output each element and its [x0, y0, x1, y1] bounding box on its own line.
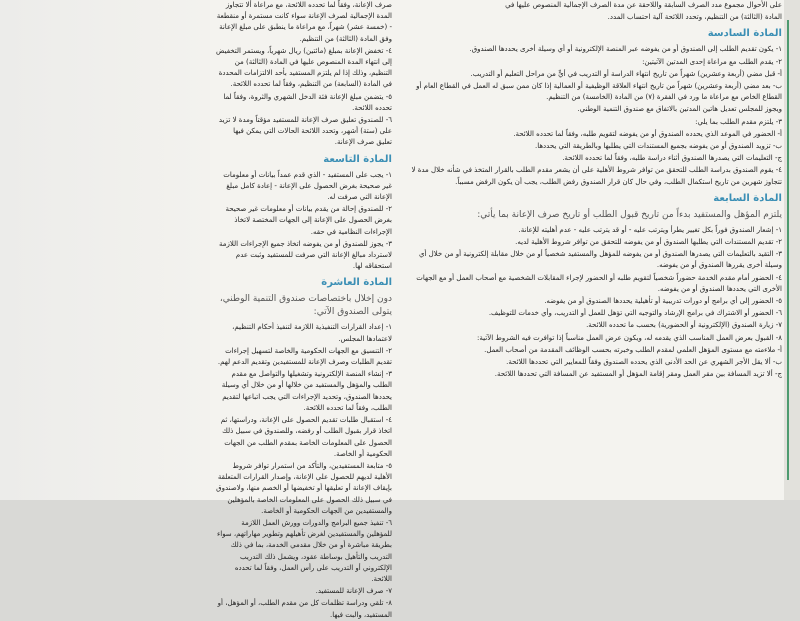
clause-text: ٨- تلقي ودراسة تظلمات كل من مقدم الطلب، أو المؤهل، أو المستفيد، والبت فيها. [217, 599, 392, 619]
article-ten-body [216, 322, 392, 620]
clause-text: ٢- للصندوق إحالة من يقدم بيانات أو معلومات غير صحيحة بغرض الحصول على الإعانة إلى الجهات المختصة لاتخاذ الإجراءات النظامية في حقه. [225, 205, 392, 236]
clause-text: ٥- الحضور إلى أي برامج أو دورات تدريبية أو تأهيلية يحددها الصندوق أو من يفوضه. [544, 297, 782, 306]
article-ten-heading: المادة العاشرة [321, 277, 392, 289]
article-seven-lead: يلتزم المؤهل والمستفيد بدءاً من تاريخ قبول الطلب أو تاريخ صرف الإعانة بما يأتي: [477, 209, 782, 220]
clause-text: ٢- يقدم الطلب مع مراعاة إحدى المدتين الآتيتين: [642, 57, 782, 66]
clause-text: ٦- للصندوق تعليق صرف الإعانة للمستفيد مؤقتاً ومدة لا تزيد على (ستة) أشهر، وتحدد اللائحة الحالات التي يمكن فيها تعليق صرف الإعانة. [218, 116, 392, 147]
clause-text: ١- يكون تقديم الطلب إلى الصندوق أو من يفوضه عبر المنصة الإلكترونية أو أي وسيلة أخرى يحددها الصندوق. [469, 45, 782, 54]
clause-text: ب- تزويد الصندوق أو من يفوضه بجميع المستندات التي يطلبها وبالطريقة التي يحددها. [534, 142, 782, 151]
article-seven-body [406, 225, 782, 381]
clause-text: ٣- إنشاء المنصة الإلكترونية وتشغيلها والتواصل مع مقدم الطلب والمؤهل والمستفيد من خلالها أو من خلال أي وسيلة يحددها الصندوق، وتحديد الإجراءات التي يجب اتباعها لتقديم الطلب، وفقاً لما تحدده اللائحة. [221, 370, 392, 412]
clause-text: ٨- القبول بعرض العمل المناسب الذي يقدمه له، ويكون عرض العمل مناسباً إذا توافرت فيه الشروط الآتية: [477, 333, 782, 342]
clause-text: ويجوز للمجلس تعديل هاتين المدتين بالاتفاق مع صندوق التنمية الوطني. [577, 105, 782, 114]
clause-text: ب- بعد مضي (أربعة وعشرين) شهراً من تاريخ انتهاء العلاقة الوظيفية أو العمالية إذا كان ممن سبق له العمل في القطاع العام أو القطاع الخاص مع مراعاة ما ورد في الفقرة (٧) من المادة (الخامسة) من التنظيم. [416, 82, 782, 102]
page-edge [784, 0, 800, 500]
continued-text [406, 0, 782, 23]
article-six-heading: المادة السادسة [707, 28, 782, 40]
continued-text [216, 0, 392, 149]
clause-text: ٢- تقديم المستندات التي يطلبها الصندوق أو من يفوضه للتحقق من توافر شروط الأهلية لديه. [515, 238, 782, 247]
clause-text: ٦- تنفيذ جميع البرامج والدورات وورش العمل اللازمة للمؤهلين والمستفيدين لغرض تأهيلهم وتطوير مهاراتهم، سواء بطريقة مباشرة أو من خلال مقدمي الخدمة، بما في ذلك التدريب والتأهيل بوساطة عقود، ويشمل ذلك التدريب الإلكتروني أو التدريب على رأس العمل، وفقاً لما تحدده اللائحة. [216, 518, 392, 583]
clause-text: ٣- التقيد بالتعليمات التي يصدرها الصندوق أو من يفوضه للمؤهل والمستفيد شخصياً أو من خلال مقابلة إلكترونية أو من خلال أي وسيلة أخرى يقررها الصندوق أو من يفوضه. [418, 250, 782, 270]
clause-text: ١- إشعار الصندوق فوراً بكل تغيير يطرأ ويترتب عليه - أو قد يترتب عليه - عدم أهليته للإعانة. [518, 225, 782, 234]
clause-text: صرف الإعانة، وفقاً لما تحدده اللائحة، مع مراعاة ألا تتجاوز المدة الإجمالية لصرف الإعانة سواء كانت مستمرة أو منقطعة - (خمسة عشر) شهراً، مع مراعاة ما ينطبق على مبلغ الإعانة وفق المادة (الثالثة) من التنظيم. [216, 1, 392, 43]
clause-text: ج- التعليمات التي يصدرها الصندوق أثناء دراسة طلبه، وفقاً لما تحدده اللائحة. [562, 154, 782, 163]
clause-text: أ- الحضور في الموعد الذي يحدده الصندوق أو من يفوضه لتقويم طلبه، وفقاً لما تحدده اللائحة. [513, 129, 782, 138]
clause-text: ٧- صرف الإعانة للمستفيد. [315, 587, 392, 596]
clause-text: أ- ملاءمته مع مستوى المؤهل العلمي لمقدم الطلب وخبرته بحسب الوظائف المقدمة من أصحاب العمل. [484, 345, 782, 354]
clause-text: ٢- التنسيق مع الجهات الحكومية والخاصة لتسهيل إجراءات تقديم الطلبات وصرف الإعانة للمستفيدين وتقديم الدعم لهم. [217, 346, 392, 367]
article-nine-body [216, 170, 392, 273]
clause-text: ٤- يقوم الصندوق بدراسة الطلب للتحقق من توافر شروط الأهلية على أن يشعر مقدم الطلب بالقرار المتخذ في شأنه خلال مدة لا تتجاوز شهرين من تاريخ استكمال الطلب، وفي حال كان قرار الصندوق رفض الطلب، يجب أن يكون الرفض مسبباً. [411, 166, 782, 186]
clause-text: ٤- الحضور أمام مقدم الخدمة حضوراً شخصياً لتقويم طلبه أو الحضور لإجراء المقابلات الشخصية مع أصحاب العمل أو مع الجهات الأخرى التي يحددها الصندوق أو من يفوضه. [416, 273, 782, 293]
clause-text: ٦- الحضور أو الاشتراك في برامج الإرشاد والتوجيه التي تؤهل للعمل أو التدريب، وأي خدمات للتوظيف. [488, 309, 782, 318]
clause-text: ٣- يلتزم مقدم الطلب بما يلي: [695, 117, 782, 126]
clause-text: ج- ألا تزيد المسافة بين مقر العمل ومقر إقامة المؤهل أو المستفيد عن المسافة التي تحددها اللائحة. [494, 370, 782, 379]
clause-text: ١- إعداد القرارات التنفيذية اللازمة لتنفيذ أحكام التنظيم، لاعتمادها المجلس. [232, 323, 392, 343]
clause-text: ب- ألا يقل الأجر الشهري عن الحد الأدنى الذي يحدده الصندوق وفقاً للمعايير التي تحددها اللائحة. [506, 358, 782, 367]
right-text-column [406, 0, 790, 500]
clause-text: المادة (الثالثة) من التنظيم، وتحدد اللائحة آلية احتساب المدد. [607, 13, 782, 22]
clause-text: على الأحوال مجموع مدد الصرف السابقة واللاحقة عن مدة الصرف الإجمالية المنصوص عليها في [505, 1, 782, 9]
article-nine-heading: المادة التاسعة [323, 153, 392, 165]
clause-text: ٥- متابعة المستفيدين، والتأكد من استمرار توافر شروط الأهلية لديهم للحصول على الإعانة، وإصدار القرارات المتعلقة بإيقاف الإعانة أو تعليقها أو تخفيضها أو الخصم منها، ولاصندوق في سبيل ذلك الحصول على المعلومات الخاصة بالمؤهلين والمستفيدين من الجهات الحكومية أو الخاصة. [216, 461, 392, 515]
clause-text: ١- يجب على المستفيد - الذي قدم عمداً بيانات أو معلومات غير صحيحة بغرض الحصول على الإعانة - إعادة كامل مبلغ الإعانة التي صرفت له. [223, 170, 392, 202]
article-six-body [406, 44, 782, 187]
clause-text: ٤- استقبال طلبات تقديم الحصول على الإعانة، ودراستها، ثم اتخاذ قرار بقبول الطلب أو رفضه، وللصندوق في سبيل ذلك الحصول على المعلومات الخاصة بمقدم الطلب من الجهات الحكومية أو الخاصة. [220, 416, 392, 458]
clause-text: ٥- يتضمن مبلغ الإعانة فئة الدخل الشهري والثروة، وفقاً لما تحدده اللائحة. [223, 92, 392, 112]
clause-text: ٤- تخفض الإعانة بمبلغ (مائتين) ريال شهرياً، ويستمر التخفيض إلى انتهاء المدة المنصوص عليها في المادة (الثالثة) من التنظيم، وذلك إذا لم يلتزم المستفيد بأحد الالتزامات المحددة في المادة (السابعة) من التنظيم، وفقاً لما تحدده اللائحة. [216, 46, 392, 89]
clause-text: أ- قبل مضي (أربعة وعشرين) شهراً من تاريخ انتهاء الدراسة أو التدريب في أيٍّ من مراحل التعليم أو التدريب. [470, 69, 782, 78]
page-margin [0, 0, 210, 500]
left-text-column [216, 0, 396, 619]
article-seven-heading: المادة السابعة [713, 192, 782, 204]
article-ten-lead: دون إخلال باختصاصات صندوق التنمية الوطني، يتولى الصندوق الآتي: [219, 294, 392, 318]
clause-text: ٣- يجوز للصندوق أو من يفوضه اتخاذ جميع الإجراءات اللازمة لاسترداد مبالغ الإعانة التي صرفت للمستفيد وثبت عدم استحقاقه لها. [218, 239, 392, 271]
clause-text: ٧- زيارة الصندوق (الإلكترونية أو الحضورية) بحسب ما تحدده اللائحة. [586, 321, 782, 330]
